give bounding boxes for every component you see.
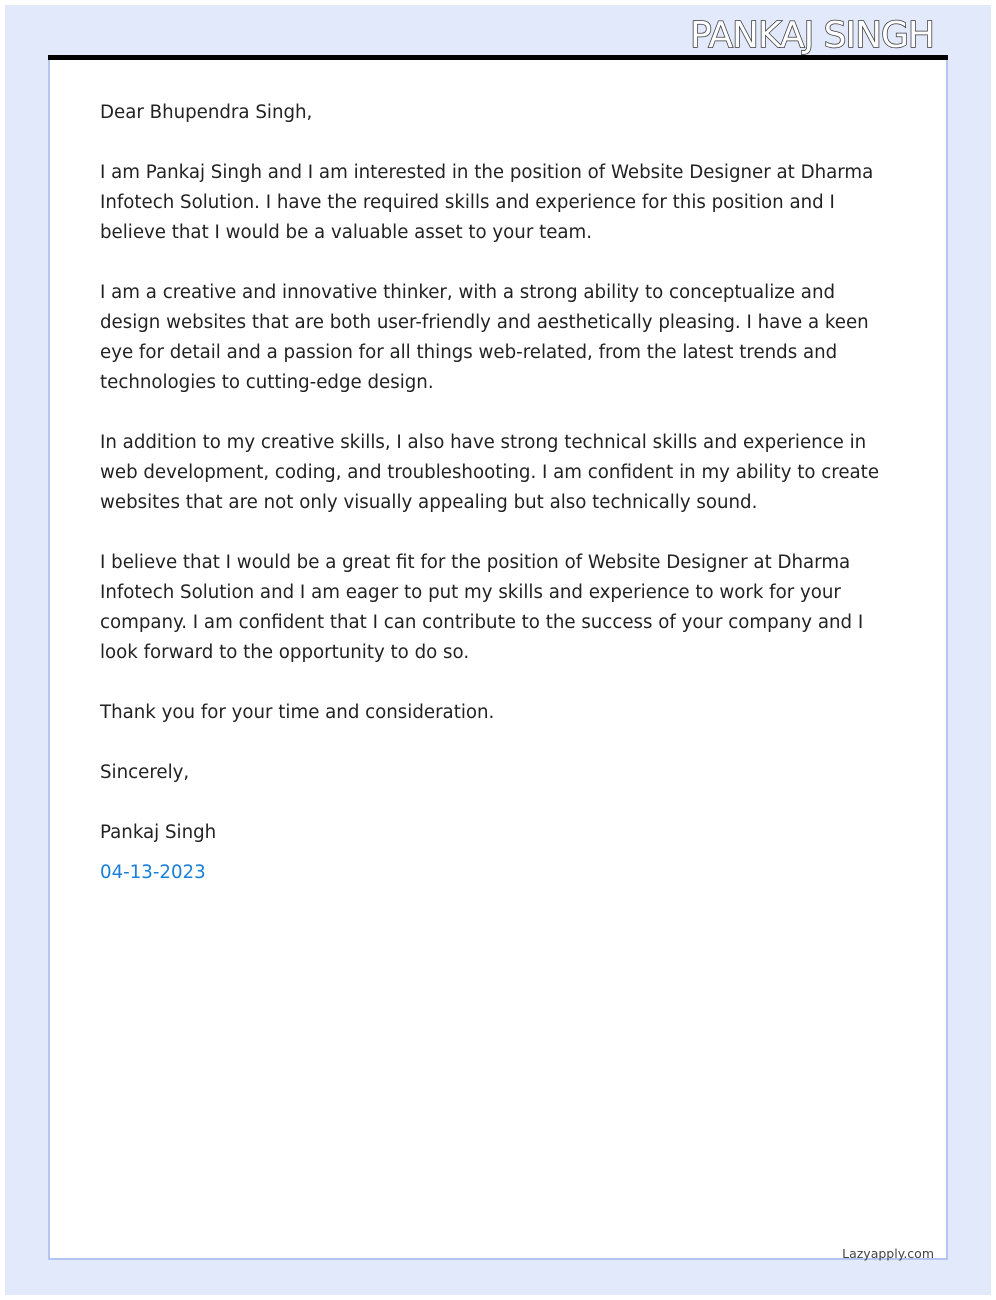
applicant-name-header: PANKAJ SINGH: [690, 15, 934, 56]
paragraph-3: In addition to my creative skills, I also have strong technical skills and experience in web development, coding, and troubleshooting. I am confident in my ability to create websites that are not only visually appealing but also technically sound.: [100, 432, 880, 513]
letter-date: 04-13-2023: [100, 862, 206, 883]
thanks-line: Thank you for your time and consideration.: [100, 702, 495, 723]
closing: Sincerely,: [100, 762, 190, 783]
signature-name: Pankaj Singh: [100, 822, 217, 843]
salutation: Dear Bhupendra Singh,: [100, 102, 313, 123]
letter-body: [100, 98, 900, 888]
watermark-text: Lazyapply.com: [842, 1246, 934, 1261]
paragraph-2: I am a creative and innovative thinker, with a strong ability to conceptualize and design websites that are both user-friendly and aesthetically pleasing. I have a keen eye for detail and a passion for all things web-related, from the latest trends and technologies to cutting-edge design.: [100, 282, 869, 393]
paragraph-1: I am Pankaj Singh and I am interested in the position of Website Designer at Dharma Infotech Solution. I have the required skills and experience for this position and I believe that I would be a valuable asset to your team.: [100, 162, 874, 243]
paragraph-4: I believe that I would be a great fit for the position of Website Designer at Dharma Infotech Solution and I am eager to put my skills and experience to work for your company. I am confident that I can contribute to the success of your company and I look forward to the opportunity to do so.: [100, 552, 864, 663]
